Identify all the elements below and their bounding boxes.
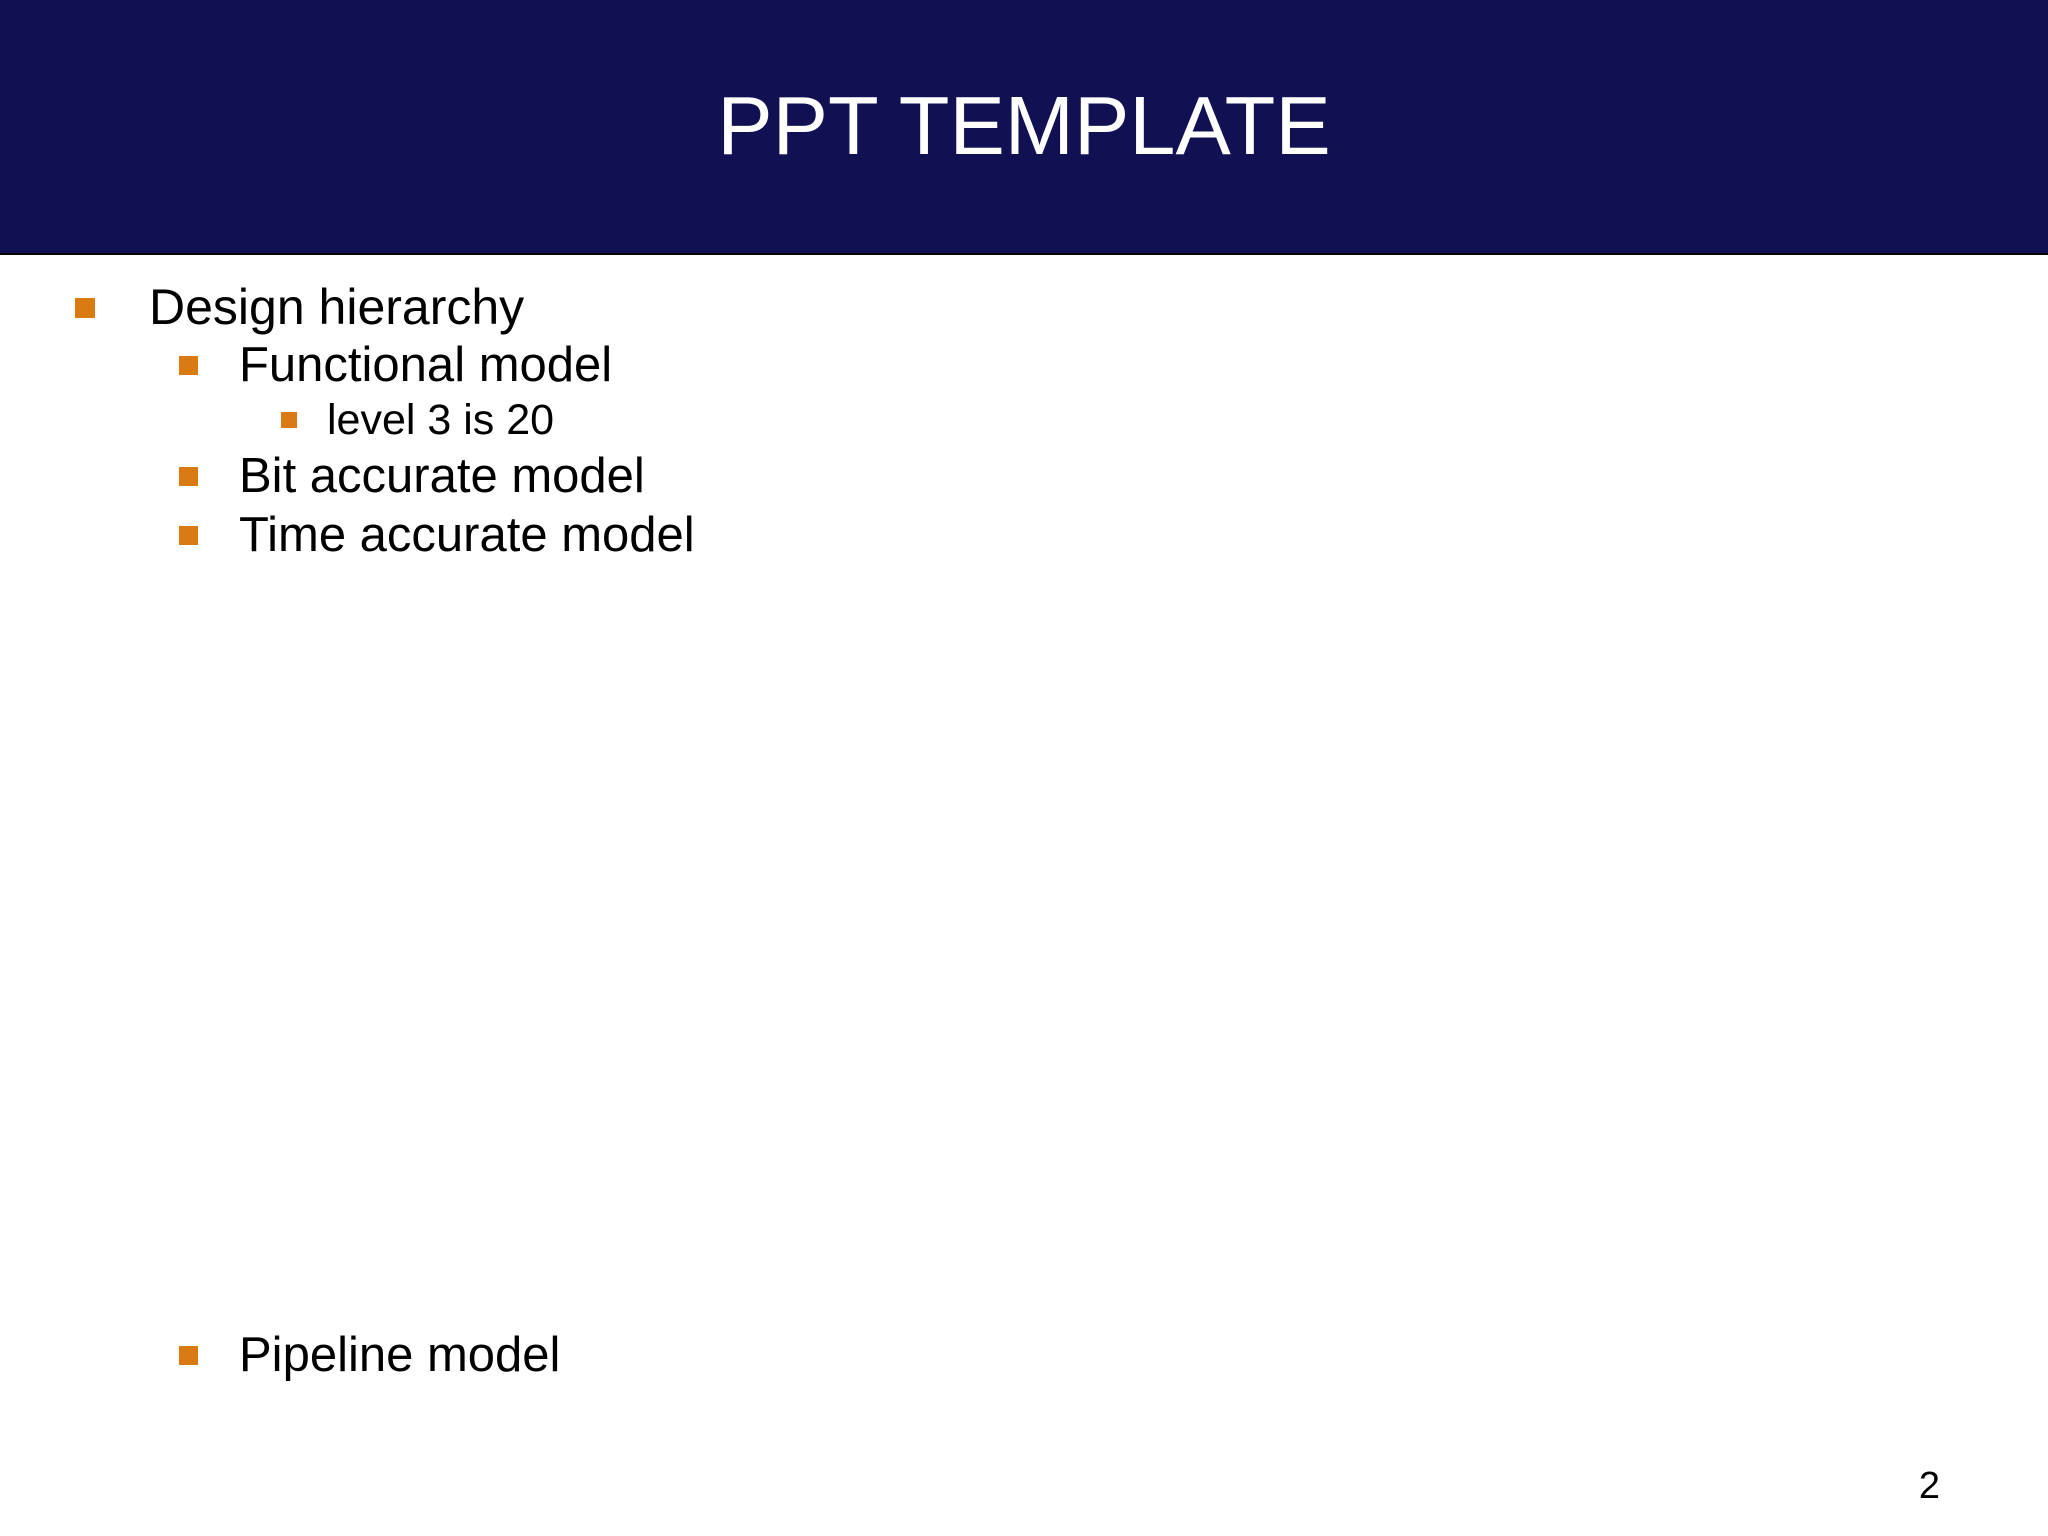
square-bullet-icon xyxy=(179,467,198,486)
bullet-pipeline-model xyxy=(179,1325,979,1385)
bullet-text: Time accurate model xyxy=(239,508,695,562)
title-banner xyxy=(0,0,2048,255)
bullet-text: Design hierarchy xyxy=(149,279,525,335)
bullet-bit-accurate-model xyxy=(179,446,979,506)
square-bullet-icon xyxy=(75,298,95,318)
bullet-design-hierarchy xyxy=(75,277,875,337)
slide-title: PPT TEMPLATE xyxy=(717,79,1331,172)
square-bullet-icon xyxy=(179,1346,198,1365)
bullet-text: Functional model xyxy=(239,338,613,392)
bullet-text: Pipeline model xyxy=(239,1328,561,1382)
bullet-time-accurate-model xyxy=(179,505,979,565)
square-bullet-icon xyxy=(281,412,297,428)
square-bullet-icon xyxy=(179,356,198,375)
page-number: 2 xyxy=(1918,1465,1940,1507)
bullet-text: level 3 is 20 xyxy=(327,396,555,444)
square-bullet-icon xyxy=(179,526,198,545)
bullet-functional-model xyxy=(179,335,979,395)
bullet-level-3 xyxy=(281,394,1081,446)
bullet-text: Bit accurate model xyxy=(239,449,645,503)
